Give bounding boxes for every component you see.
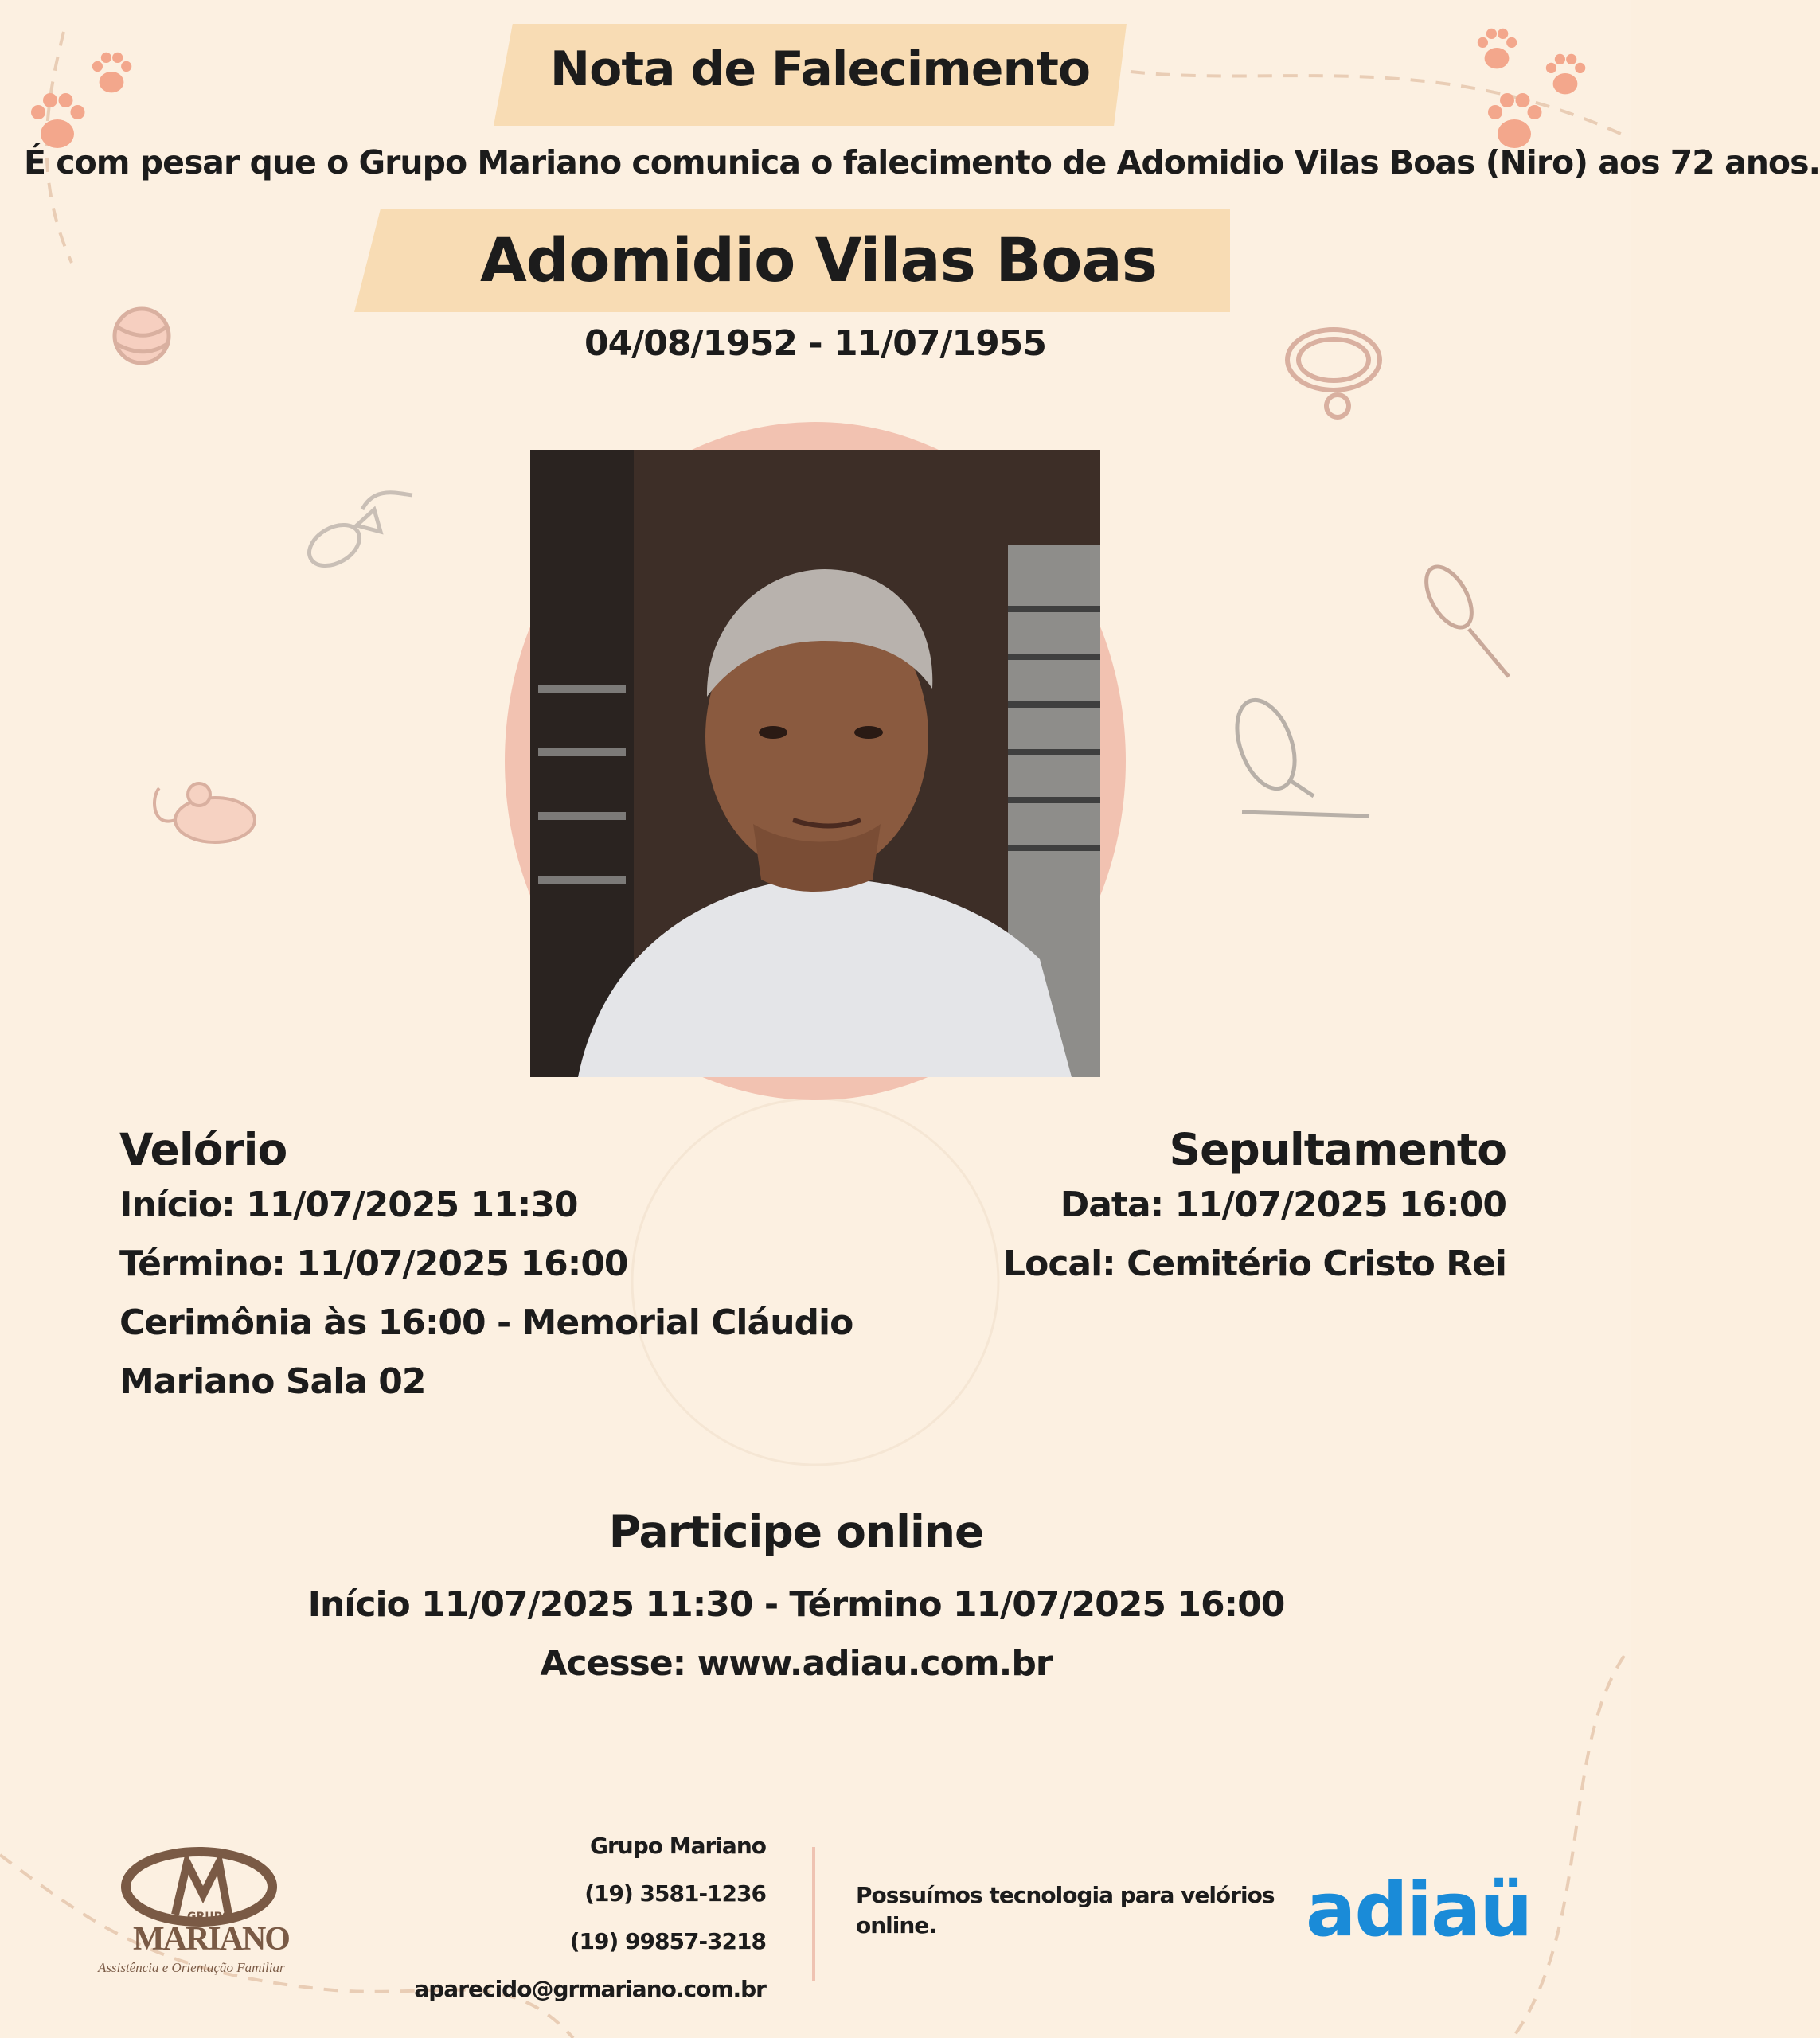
deceased-dates: 04/08/1952 - 11/07/1955 [584,323,1047,364]
velorio-title: Velório [119,1124,287,1175]
footer-phone1[interactable]: (19) 3581-1236 [584,1880,766,1907]
mariano-logo [92,1847,314,1982]
footer-phone2[interactable]: (19) 99857-3218 [569,1928,766,1954]
footer-company: Grupo Mariano [590,1833,766,1859]
velorio-termino: Término: 11/07/2025 16:00 [119,1243,628,1284]
ball-icon [115,309,169,363]
fish-icon [303,493,412,574]
sepultamento-local: Local: Cemitério Cristo Rei [1003,1243,1506,1284]
online-title: Participe online [608,1506,984,1557]
deceased-photo [530,450,1100,1077]
mariano-logo-big: MARIANO [133,1921,289,1958]
online-link[interactable]: Acesse: www.adiau.com.br [540,1643,1053,1684]
page-title: Nota de Falecimento [549,41,1091,97]
velorio-cerimonia: Cerimônia às 16:00 - Memorial Cláudio [119,1302,853,1343]
mariano-logo-small: GRUPO [187,1911,232,1923]
footer-email[interactable]: aparecido@grmariano.com.br [414,1976,766,2002]
velorio-sala: Mariano Sala 02 [119,1361,426,1402]
velorio-inicio: Início: 11/07/2025 11:30 [119,1185,578,1225]
footer-divider [812,1847,815,1981]
mouse-icon [154,783,255,842]
brush-icon [1417,560,1509,677]
portrait-illustration [530,450,1100,1077]
intro-text: É com pesar que o Grupo Mariano comunica o falecimento de Adomidio Vilas Boas (Niro) aos 72 anos. [24,143,1820,182]
footer-tagline-2: online. [856,1912,936,1938]
sepultamento-data: Data: 11/07/2025 16:00 [1060,1185,1506,1225]
collar-icon [1287,330,1380,417]
deceased-name: Adomidio Vilas Boas [479,224,1158,295]
adiau-logo: adiaü [1306,1867,1532,1954]
sepultamento-title: Sepultamento [1169,1124,1506,1175]
footer-tagline-1: Possuímos tecnologia para velórios [856,1882,1275,1908]
online-periodo: Início 11/07/2025 11:30 - Término 11/07/2025 16:00 [307,1584,1285,1625]
bird-icon [1226,693,1369,816]
mariano-logo-sub: Assistência e Orientação Familiar [98,1960,285,1975]
